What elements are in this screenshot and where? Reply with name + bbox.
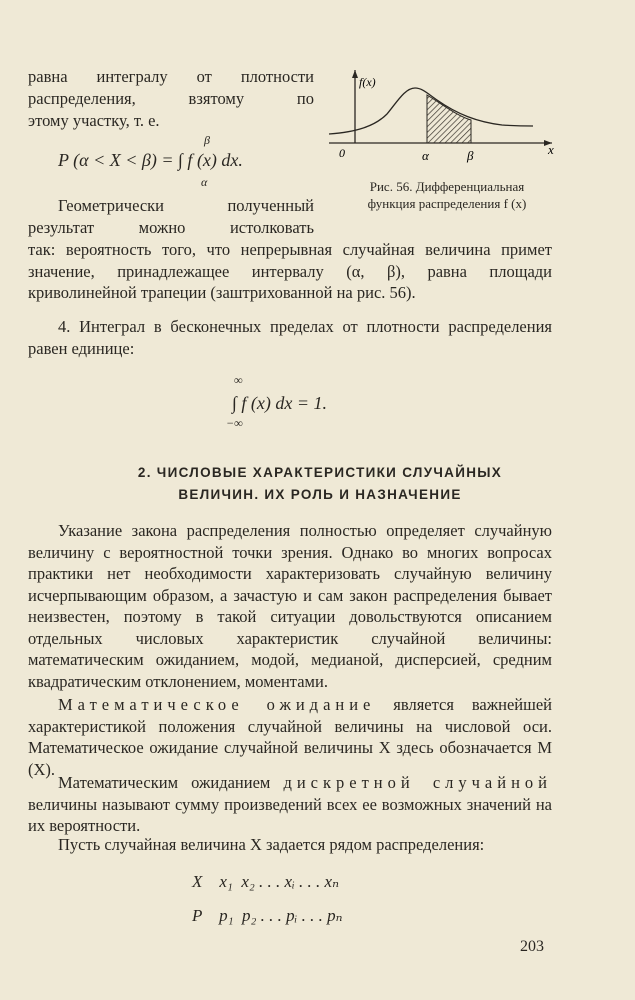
intro-line-3: этому участку, т. е. [28,111,160,130]
paragraph-1: Указание закона распределения полностью определяет случайную величину с вероятностной точки зрения. Однако во многих вопросах практики нет необходимости характеризовать случайную величину исчерпывающим образом, а зачастую и сам закон распределения бывает неизвестен, поэтому в такой ситуации довольствуются описанием отдельных числовых характеристик случайной величины: математическим ожиданием, модой, медианой, дисперсией, средним квадратическим отклонением, моментами. [28,521,552,691]
formula2: ∫ f (x) dx = 1. [232,393,328,413]
intro-line-1: равна интегралу от плотности [28,67,314,86]
paragraph-3 [28,772,552,837]
term-discrete: дискретной случайной [283,773,552,792]
y-axis-label: f(x) [359,75,376,89]
paragraph-4: Пусть случайная величина X задается рядом распределения: [58,835,485,854]
y-axis-arrow [352,70,358,78]
distribution-row-probabilities: P p₁ p₂ . . . pᵢ . . . pₙ [192,906,343,925]
formula1-upper-limit: β [204,133,210,147]
paragraph-2 [28,694,552,780]
caption-line-2: функция распределения f (x) [367,196,527,211]
formula2-upper-limit: ∞ [234,373,243,387]
item-4: 4. Интеграл в бесконечных пределах от плотности распределения равен единице: [28,317,552,358]
paragraph-3-text: величины называют сумму произведений всех ее возможных значений на их вероятности. [28,794,552,835]
page-number: 203 [520,938,544,955]
section-heading-line-2: ВЕЛИЧИН. ИХ РОЛЬ И НАЗНАЧЕНИЕ [178,487,462,502]
figure-caption [336,178,558,212]
hatched-area [427,95,471,143]
geom-rest: так: вероятность того, что непрерывная случайная величина примет значение, принадлежащее интервалу (α, β), равна площади криволинейной трапеции (заштрихованной на рис. 56). [28,240,552,302]
formula1-lower-limit: α [201,175,208,189]
origin-label: 0 [339,146,345,160]
paragraph-2-text: является важнейшей характеристикой положения случайной величины на числовой оси. Математическое ожидание случайной величины X здесь обозначается M (X). [28,695,552,779]
geom-line-1: Геометрически полученный [58,196,314,215]
geom-line-2: результат можно истолковать [28,218,314,237]
distribution-row-values: X x₁ x₂ . . . xᵢ . . . xₙ [192,872,339,891]
intro-line-2: распределения, взятому по [28,89,314,108]
x-axis-label: x [548,142,554,157]
formula2-lower-limit: −∞ [226,416,243,430]
formula1: P (α < X < β) = ∫ f (x) dx. [58,150,243,170]
paragraph-3-start: Математическим ожиданием [58,773,271,792]
term-expectation: Математическое ожидание [58,695,376,714]
section-heading-line-1: 2. ЧИСЛОВЫЕ ХАРАКТЕРИСТИКИ СЛУЧАЙНЫХ [137,465,503,480]
alpha-label: α [422,148,429,163]
caption-line-1: Рис. 56. Дифференциальная [369,179,525,194]
beta-label: β [467,148,474,163]
